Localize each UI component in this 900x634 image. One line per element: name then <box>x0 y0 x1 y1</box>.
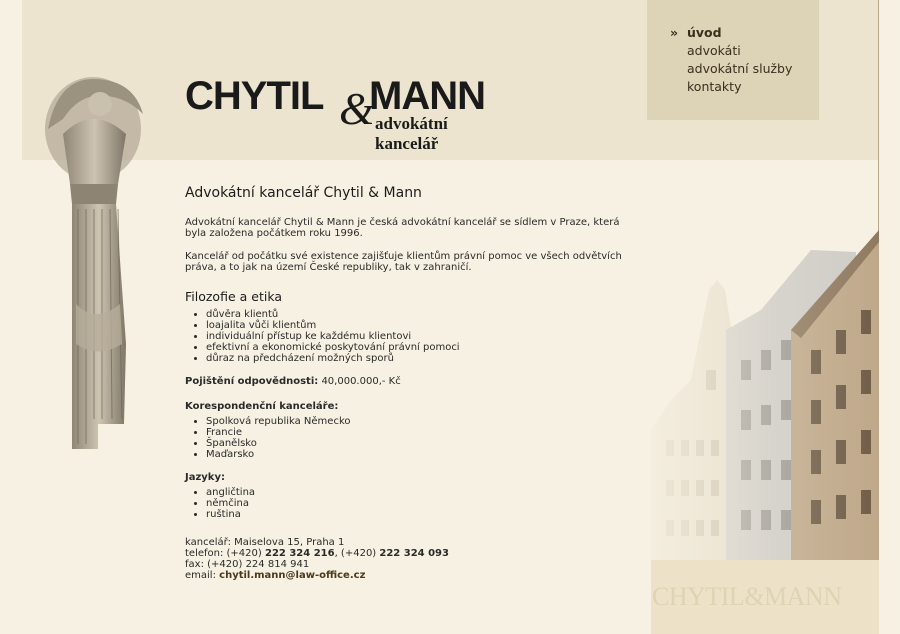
phone-number-1: 222 324 216 <box>264 548 335 559</box>
caryatid-statue-image <box>38 74 148 454</box>
list-item: • loajalita vůči klientům <box>206 320 625 331</box>
list-item: • efektivní a ekonomické poskytování právní pomoci <box>206 342 625 353</box>
nav-item-uvod[interactable] <box>670 24 792 42</box>
insurance-value: 40,000.000,- Kč <box>318 376 401 387</box>
fax-label: fax: <box>185 559 208 570</box>
nav-item-label[interactable]: kontakty <box>687 79 742 94</box>
list-item: • důvěra klientů <box>206 309 625 320</box>
list-item: • němčina <box>206 498 625 509</box>
fax-line <box>185 559 625 570</box>
nav-item-advokati[interactable] <box>670 42 792 60</box>
email-line <box>185 570 625 581</box>
insurance-line <box>185 376 625 387</box>
phone-line <box>185 548 625 559</box>
list-item: • individuální přístup ke každému klientovi <box>206 331 625 342</box>
prague-buildings-image <box>651 230 879 560</box>
nav-item-label[interactable]: úvod <box>687 25 722 40</box>
footer-watermark-logo: CHYTIL&MANN <box>652 582 842 611</box>
logo-ampersand: & <box>339 83 375 134</box>
list-item: • Spolková republika Německo <box>206 416 625 427</box>
list-item: • ruština <box>206 509 625 520</box>
phone-label: telefon: (+420) <box>185 548 265 559</box>
address-label: kancelář: <box>185 537 235 548</box>
logo-word-mann: MANN <box>369 74 485 118</box>
logo-subtitle: advokátní kancelář <box>375 114 448 153</box>
email-label: email: <box>185 570 220 581</box>
main-content <box>185 184 625 581</box>
insurance-label: Pojištění odpovědnosti: <box>185 376 319 387</box>
phone-number-2: 222 324 093 <box>379 548 449 559</box>
intro-paragraph-1: Advokátní kancelář Chytil & Mann je česká advokátní kancelář se sídlem v Praze, která byla založena počátkem roku 1996. <box>185 217 620 239</box>
list-item: • Španělsko <box>206 438 625 449</box>
address-line <box>185 537 625 548</box>
email-link[interactable]: chytil.mann@law-office.cz <box>219 570 366 581</box>
offices-list <box>185 416 625 460</box>
page-title: Advokátní kancelář Chytil & Mann <box>185 185 422 201</box>
nav-item-sluzby[interactable] <box>670 60 792 78</box>
list-item: • důraz na předcházení možných sporů <box>206 353 625 364</box>
contact-block <box>185 537 625 581</box>
list-item: • Francie <box>206 427 625 438</box>
intro-paragraph-2: Kancelář od počátku své existence zajišťuje klientům právní pomoc ve všech odvětvích práva, a to jak na území České republiky, tak v zahraničí. <box>185 251 622 273</box>
nav-item-kontakty[interactable] <box>670 78 792 96</box>
company-logo <box>185 74 515 153</box>
philosophy-list <box>185 309 625 364</box>
list-item: • angličtina <box>206 487 625 498</box>
offices-heading: Korespondenční kanceláře: <box>185 401 339 412</box>
main-nav <box>670 24 792 96</box>
logo-word-chytil: CHYTIL <box>185 74 324 118</box>
philosophy-heading: Filozofie a etika <box>185 289 282 304</box>
languages-list <box>185 487 625 520</box>
nav-item-label[interactable]: advokáti <box>687 43 741 58</box>
nav-active-marker: » <box>670 25 679 40</box>
list-item: • Maďarsko <box>206 449 625 460</box>
nav-item-label[interactable]: advokátní služby <box>687 61 793 76</box>
fax-value: (+420) 224 814 941 <box>207 559 310 570</box>
languages-heading: Jazyky: <box>185 472 225 483</box>
phone-separator: , (+420) <box>334 548 380 559</box>
address-value: Maiselova 15, Praha 1 <box>234 537 345 548</box>
